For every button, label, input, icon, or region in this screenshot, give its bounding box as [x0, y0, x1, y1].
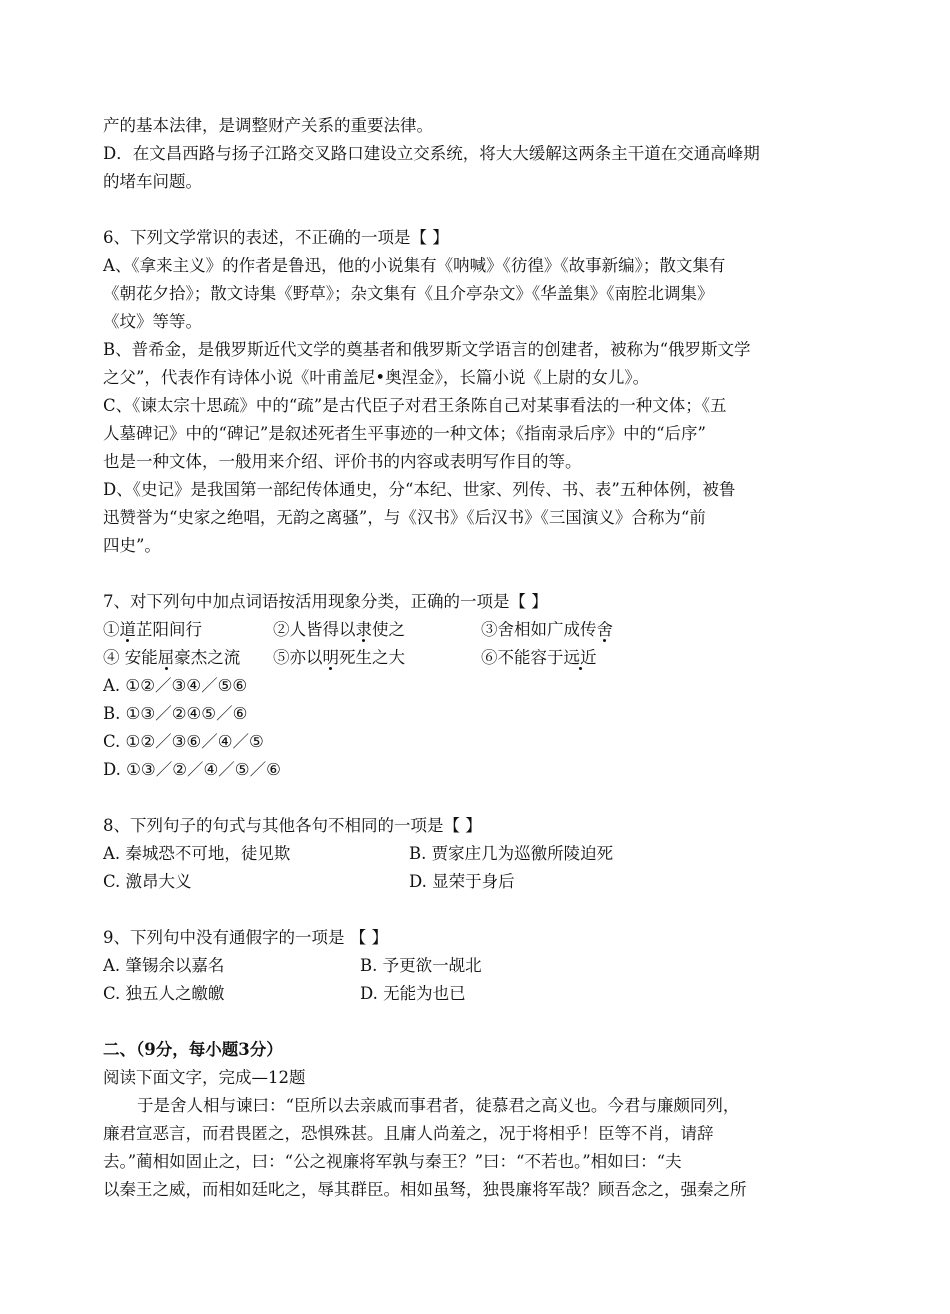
q6-line: 四史”。	[103, 536, 161, 555]
q7-examples-row-1	[103, 616, 848, 644]
passage-line: 廉君宣恶言，而君畏匿之，恐惧殊甚。且庸人尚羞之，况于将相乎！臣等不肖，请辞	[103, 1124, 714, 1143]
q7-examples-row-2	[103, 644, 848, 672]
q6-line: 人墓碑记》中的“碑记”是叙述死者生平事迹的一种文体；《指南录后序》中的“后序”	[103, 424, 706, 443]
emphasis-dot-word: 道	[119, 620, 136, 639]
q8-option-d: D. 显荣于身后	[409, 872, 515, 891]
q6-line: 《坟》等等。	[103, 312, 202, 331]
q7-example-2: ②人皆得以隶使之	[273, 620, 405, 639]
question-6-stem: 6、下列文学常识的表述，不正确的一项是【 】	[103, 228, 449, 247]
q6-line: 也是一种文体，一般用来介绍、评价书的内容或表明写作目的等。	[103, 452, 582, 471]
q7-option-a: A. ①②／③④／⑤⑥	[103, 676, 248, 695]
q9-option-b: B. 予更欲一觇北	[360, 956, 482, 975]
q9-option-a: A. 肇锡余以嘉名	[103, 956, 225, 975]
q9-option-c: C. 独五人之皦皦	[103, 984, 225, 1003]
q8-option-c: C. 激昂大义	[103, 872, 192, 891]
question-9-stem: 9、下列句中没有通假字的一项是 【 】	[103, 928, 388, 947]
question-8-stem: 8、下列句子的句式与其他各句不相同的一项是【 】	[103, 816, 482, 835]
text-line: 产的基本法律，是调整财产关系的重要法律。	[103, 116, 433, 135]
emphasis-dot-word: 舍	[596, 620, 613, 639]
emphasis-dot-word: 隶	[355, 620, 372, 639]
emphasis-dot-word: 明	[322, 648, 339, 667]
q6-line: D、《史记》是我国第一部纪传体通史，分“本纪、世家、列传、书、表”五种体例，被鲁	[103, 480, 736, 499]
q8-option-b: B. 贾家庄几为巡徼所陵迫死	[409, 844, 614, 863]
emphasis-dot-word: 远近	[563, 648, 597, 667]
passage-line: 以秦王之威，而相如廷叱之，辱其群臣。相如虽驽，独畏廉将军哉？顾吾念之，强秦之所	[103, 1180, 747, 1199]
q8-option-a: A. 秦城恐不可地，徒见欺	[103, 844, 291, 863]
passage-line: 去。”蔺相如固止之，曰：“公之视廉将军孰与秦王？”曰：“不若也。”相如曰：“夫	[103, 1152, 682, 1171]
q7-option-b: B. ①③／②④⑤／⑥	[103, 704, 248, 723]
question-7-stem: 7、对下列句中加点词语按活用现象分类，正确的一项是【 】	[103, 592, 548, 611]
q7-option-c: C. ①②／③⑥／④／⑤	[103, 732, 264, 751]
q9-options-row	[103, 980, 848, 1008]
emphasis-dot-word: 屈	[157, 648, 175, 667]
text-line: D．在文昌西路与扬子江路交叉路口建设立交系统，将大大缓解这两条主干道在交通高峰期	[103, 144, 760, 163]
section-2-instruction: 阅读下面文字，完成—12题	[103, 1068, 306, 1087]
q6-line: B、普希金，是俄罗斯近代文学的奠基者和俄罗斯文学语言的创建者，被称为“俄罗斯文学	[103, 340, 751, 359]
q6-line: 之父”，代表作有诗体小说《叶甫盖尼•奥涅金》，长篇小说《上尉的女儿》。	[103, 368, 650, 387]
q8-options-row	[103, 840, 848, 868]
q7-example-4: ④ 安能屈豪杰之流	[103, 648, 241, 667]
q6-line: 《朝花夕拾》；散文诗集《野草》；杂文集有《且介亭杂文》《华盖集》《南腔北调集》	[103, 284, 714, 303]
q6-line: A、《拿来主义》的作者是鲁迅，他的小说集有《呐喊》《彷徨》《故事新编》；散文集有	[103, 256, 726, 275]
q8-options-row	[103, 868, 848, 896]
q7-example-1: ①道芷阳间行	[103, 620, 202, 639]
q9-options-row	[103, 952, 848, 980]
q7-option-d: D. ①③／②／④／⑤／⑥	[103, 760, 281, 779]
section-2-heading: 二、（9分，每小题3分）	[103, 1040, 283, 1059]
document-page	[103, 112, 848, 1204]
passage-line: 于是舍人相与谏曰：“臣所以去亲戚而事君者，徒慕君之高义也。今君与廉颇同列，	[137, 1096, 740, 1115]
q6-line: 迅赞誉为“史家之绝唱，无韵之离骚”，与《汉书》《后汉书》《三国演义》合称为“前	[103, 508, 706, 527]
q6-line: C、《谏太宗十思疏》中的“疏”是古代臣子对君王条陈自己对某事看法的一种文体；《五	[103, 396, 727, 415]
q7-example-6: ⑥不能容于远近	[481, 648, 597, 667]
text-line: 的堵车问题。	[103, 172, 202, 191]
q7-example-3: ③舍相如广成传舍	[481, 620, 613, 639]
q7-example-5: ⑤亦以明死生之大	[273, 648, 405, 667]
q9-option-d: D. 无能为也已	[360, 984, 466, 1003]
